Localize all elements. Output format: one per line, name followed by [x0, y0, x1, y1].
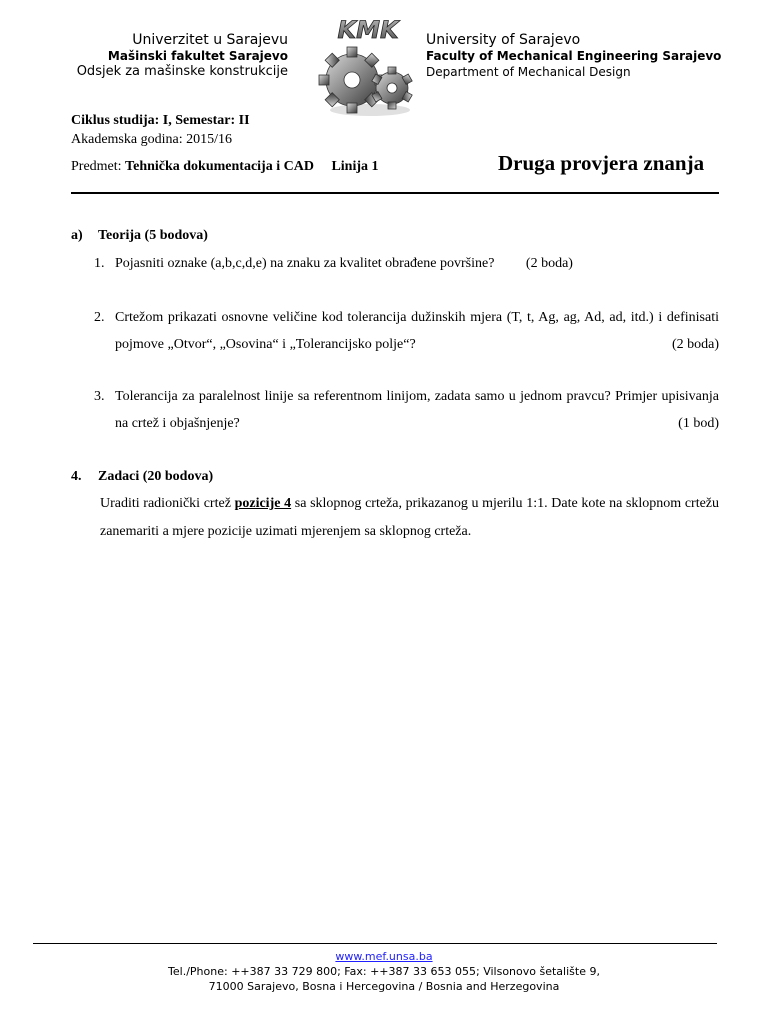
header-left — [60, 32, 288, 80]
footer-divider — [33, 943, 717, 944]
header-divider — [71, 192, 719, 194]
kmk-logo — [312, 18, 424, 120]
footer — [0, 949, 768, 994]
university-name-en: University of Sarajevo — [426, 32, 581, 48]
section-tasks-heading — [71, 469, 213, 485]
task-position-highlight: pozicije 4 — [234, 496, 292, 511]
faculty-name-local: Mašinski fakultet Sarajevo — [107, 49, 288, 63]
website-link[interactable]: www.mef.unsa.ba — [335, 950, 433, 963]
task-text-end: sa sklopnog crteža, prikazanog u mjerilu 1:1. Date kote na sklopnom crtežu zanemariti a mjere pozicije uzimati mjerenjem sa sklopnog crteža. — [100, 496, 720, 539]
subject-label: Predmet: — [71, 159, 122, 174]
question-number: 1. — [94, 256, 105, 271]
question-number: 3. — [94, 389, 105, 404]
logo-text: KMK — [337, 18, 399, 44]
question-text: Tolerancija za paralelnost linije sa referentnom linijom, zadata samo u jednom pravcu? Primjer upisivanja na crtež i objašnjenje? — [115, 389, 719, 431]
task-text-start: Uraditi radionički crtež — [100, 496, 231, 511]
subject-line — [71, 158, 379, 176]
question-3 — [94, 383, 719, 437]
section-theory-heading — [71, 228, 208, 244]
section-tasks-title: Zadaci (20 bodova) — [98, 469, 214, 484]
address-line: 71000 Sarajevo, Bosna i Hercegovina / Bosnia and Herzegovina — [208, 980, 560, 993]
task-description — [100, 490, 719, 546]
department-name-en: Department of Mechanical Design — [426, 65, 631, 79]
question-text: Crtežom prikazati osnovne veličine kod tolerancija dužinskih mjera (T, t, Ag, ag, Ad, ad, itd.) i definisati pojmove „Otvor“, „Osovina“ i „Tolerancijsko polje“? — [115, 310, 719, 352]
question-2 — [94, 304, 719, 358]
question-1 — [94, 250, 719, 277]
section-tasks-number: 4. — [71, 469, 82, 484]
line-label: Linija 1 — [331, 159, 379, 174]
section-theory-number: a) — [71, 228, 83, 243]
study-cycle: Ciklus studija: I, Semestar: II — [71, 113, 250, 128]
question-number: 2. — [94, 310, 105, 325]
subject-name: Tehnička dokumentacija i CAD — [125, 159, 314, 174]
university-name-local: Univerzitet u Sarajevu — [132, 32, 288, 48]
faculty-name-en: Faculty of Mechanical Engineering Sarajevo — [426, 49, 722, 63]
question-points: (2 boda) — [525, 256, 573, 271]
exam-title: Druga provjera znanja — [498, 151, 705, 175]
department-name-local: Odsjek za mašinske konstrukcije — [76, 64, 288, 79]
header-right — [426, 32, 756, 80]
question-points: (2 boda) — [671, 337, 719, 352]
contact-line: Tel./Phone: ++387 33 729 800; Fax: ++387 33 653 055; Vilsonovo šetalište 9, — [168, 965, 600, 978]
section-theory-title: Teorija (5 bodova) — [98, 228, 208, 243]
question-text: Pojasniti oznake (a,b,c,d,e) na znaku za kvalitet obrađene površine? — [115, 256, 495, 271]
question-points: (1 bod) — [678, 416, 719, 431]
academic-year: Akademska godina: 2015/16 — [71, 132, 232, 147]
